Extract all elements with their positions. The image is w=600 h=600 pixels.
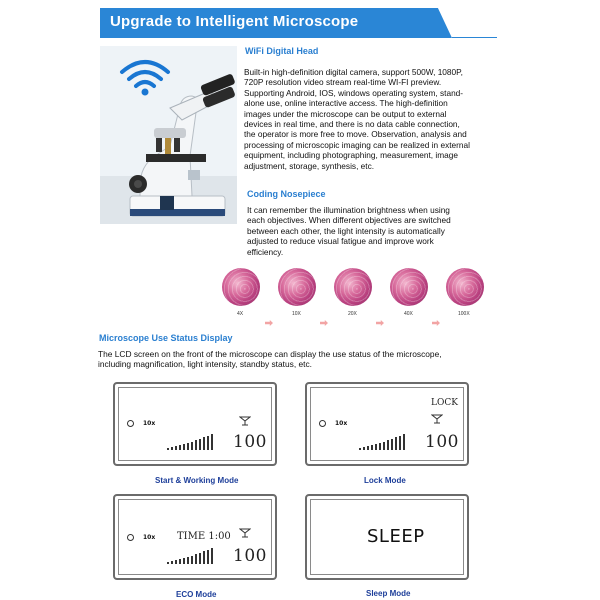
header-rule [452,37,497,38]
arrow-right-icon [265,320,273,326]
arrow-right-icon [432,320,440,326]
wifi-line: devices in real time, and there is no data cable connection, [244,119,460,130]
magnification-readout: 10x [335,420,348,427]
sleep-text: SLEEP [367,526,425,547]
light-intensity-value: 100 [425,432,459,452]
microscope-photo [100,46,237,224]
status-line: including magnification, light intensity, standby status, etc. [98,359,312,370]
eco-mode-label: ECO Mode [176,590,217,599]
brightness-bars [167,434,213,450]
tissue-sample-4x [222,268,260,306]
tissue-sample-100x [446,268,484,306]
wifi-line: Supporting Android, IOS, windows operating system, stand- [244,87,464,98]
magnification-label: 10X [292,311,301,317]
wifi-line: the operator is more free to move. Observation, analysis and [244,129,467,140]
wifi-line: equipment, including photographing, measurement, image [244,150,459,161]
magnification-readout: 10x [143,420,156,427]
lamp-icon [239,416,251,426]
tissue-sample-10x [278,268,316,306]
wifi-line: alone use, online interactive access. The high-definition [244,98,448,109]
magnification-label: 4X [237,311,244,317]
start-mode-label: Start & Working Mode [155,476,239,485]
wifi-head-description [244,67,499,171]
sleep-mode-label: Sleep Mode [366,589,411,598]
brightness-bars [167,548,213,564]
brightness-bars [359,434,405,450]
lamp-icon [431,414,443,424]
nosepiece-line: efficiency. [247,246,284,257]
light-intensity-value: 100 [233,432,267,452]
lcd-panel-eco [113,494,277,580]
magnification-label: 40X [404,311,413,317]
tissue-sample-20x [334,268,372,306]
arrow-right-icon [376,320,384,326]
wifi-line: Built-in high-definition digital camera, support 500W, 1080P, [244,67,463,77]
nosepiece-line: It can remember the illumination brightness when using [247,205,450,215]
magnification-readout: 10x [143,534,156,541]
lock-mode-label: Lock Mode [364,476,406,485]
light-intensity-value: 100 [233,546,267,566]
nosepiece-title: Coding Nosepiece [247,189,326,199]
nosepiece-line: each objectives. When different objectives are switched [247,215,451,226]
wifi-line: images under the microscope can be output to external [244,108,447,119]
nosepiece-line: adjusted to reduce visual fatigue and improve work [247,236,434,247]
indicator-dot [127,534,134,541]
wifi-line: adjustment, storage, synthesis, etc. [244,160,375,171]
wifi-head-title: WiFi Digital Head [245,46,319,56]
lock-text: LOCK [431,398,458,408]
eco-timer: TIME 1:00 [177,531,231,542]
status-line: The LCD screen on the front of the microscope can display the use status of the microscope, [98,349,442,359]
indicator-dot [127,420,134,427]
lamp-icon [239,528,251,538]
lcd-panel-lock [305,382,469,466]
wifi-line: 720P resolution video stream real-time WI-FI preview. [244,77,442,88]
page-title: Upgrade to Intelligent Microscope [110,13,359,30]
nosepiece-line: between each other, the light intensity is automatically [247,225,445,236]
tissue-sample-40x [390,268,428,306]
wifi-line: processing of microscopic imaging can be realized in external [244,139,470,150]
magnification-label: 20X [348,311,357,317]
lcd-panel-sleep [305,494,469,580]
status-description [98,349,518,370]
magnification-label: 100X [458,311,470,317]
arrow-right-icon [320,320,328,326]
nosepiece-description [247,205,492,257]
microscope-illustration [100,46,237,224]
lcd-panel-start [113,382,277,466]
status-title: Microscope Use Status Display [99,333,233,343]
indicator-dot [319,420,326,427]
